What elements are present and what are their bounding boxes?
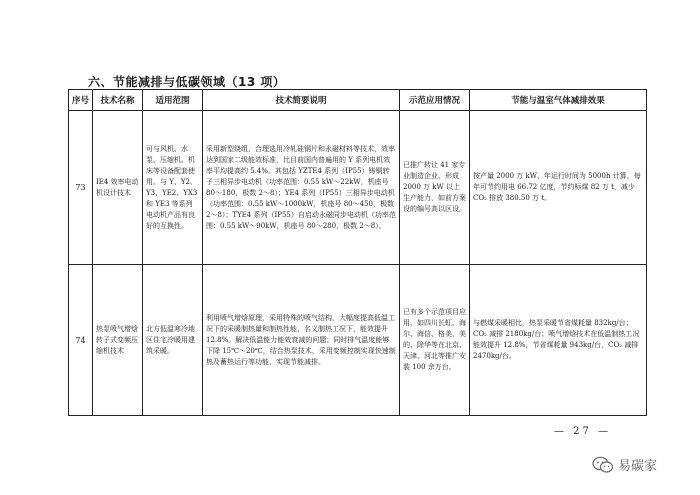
row-effect xyxy=(470,111,647,265)
row-name xyxy=(93,111,143,265)
row-demo-text: 已有多个示范项目应用，如四川长虹、海尔、海信、格美、美的、除华等在北京、天津、河北等推广安装 100 余万台。 xyxy=(403,308,466,371)
row-desc-text: 采用新型绕组，合理选用冷轧硅钢片和永磁材料等技术，效率达到国家二级能效标准，比目前国内普遍用的 Y 系列电机效率平均提高约 5.4%。其包括 YZTE4 系列（IP55）铸铜转子三相异步电动机（功率范围：0.55 kW～22kW，机座号 80～180，极数 2～8）；YE4 系列（IP55）三相异步电动机（功率范围：0.55 kW～1000kW，机座号 80～450，极数 2～8）；TYE4 系列（IP55）自启动永磁同步电动机（功率范围：0.55 kW～90kW，机座号 80～280，极数 2～8）。 xyxy=(206,144,396,230)
row-scope-text: 可与风机、水泵、压缩机、机床等设备配套使用。与 Y、Y2、Y3、YE2、YX3和 YE3 等系列电动机产品有良好的互换性。 xyxy=(146,144,198,230)
row-name-text: 热泵喷气增焓转子式变频压缩机技术 xyxy=(96,324,138,355)
header-demo: 示范应用情况 xyxy=(400,90,470,111)
technology-table xyxy=(68,89,647,416)
row-scope xyxy=(143,265,203,416)
row-scope xyxy=(143,111,203,265)
row-demo-text: 已推广转让 41 家专业制造企业，形成 2000 万 kW 以上生产能力，如前方案设的编号高以区设。 xyxy=(403,161,466,213)
header-desc: 技术简要说明 xyxy=(203,90,400,111)
row-no: 73 xyxy=(69,111,93,265)
row-desc xyxy=(203,265,400,416)
wechat-icon xyxy=(592,456,614,474)
row-demo xyxy=(400,265,470,416)
row-name xyxy=(93,265,143,416)
row-name-text: IE4 效率电动机设计技术 xyxy=(96,177,139,197)
row-effect-text: 与燃煤采暖相比，热泵采暖节省煤耗量 832kg/台；CO₂ 减排 2180kg/台；喷气增焓技术在低温制热工况能效提升 12.8%，节省煤耗量 943kg/台，CO₂ 减排 2470kg/台。 xyxy=(473,319,640,360)
watermark-text: 易碳家 xyxy=(618,459,658,474)
row-no: 74 xyxy=(69,265,93,416)
row-scope-text: 北方低温寒冷地区住宅冷暖用建筑采暖。 xyxy=(146,324,195,355)
row-desc-text: 利用喷气增焓原理，采用特殊的喷气结构，大幅度提高低温工况下的采暖制热量和制热性能，名义制热工况下，能效提升 12.8%。解决低温能力能效衰减的问题；同时排气温度能够下降 15℃～20℃，结合热泵技术，采用变频控制实现快速制热及蓄热运行等功能，实现节能减排。 xyxy=(206,313,396,366)
table-header-row xyxy=(69,90,647,111)
header-name: 技术名称 xyxy=(93,90,143,111)
row-effect-text: 按产量 2000 万 kW、年运行时间为 5000h 计算，每年可节约用电 66.72 亿度，节约标煤 82 万 t，减少 CO₂ 排放 380.50 万 t。 xyxy=(473,172,641,202)
table-row xyxy=(69,265,647,416)
page-number: — 27 — xyxy=(554,426,612,437)
header-no: 序号 xyxy=(69,90,93,111)
header-effect: 节能与温室气体减排效果 xyxy=(470,90,647,111)
header-scope: 适用范围 xyxy=(143,90,203,111)
section-title: 六、节能减排与低碳领域（13 项） xyxy=(88,75,286,89)
watermark xyxy=(592,455,657,474)
table-row xyxy=(69,111,647,265)
row-demo xyxy=(400,111,470,265)
row-desc xyxy=(203,111,400,265)
row-effect xyxy=(470,265,647,416)
